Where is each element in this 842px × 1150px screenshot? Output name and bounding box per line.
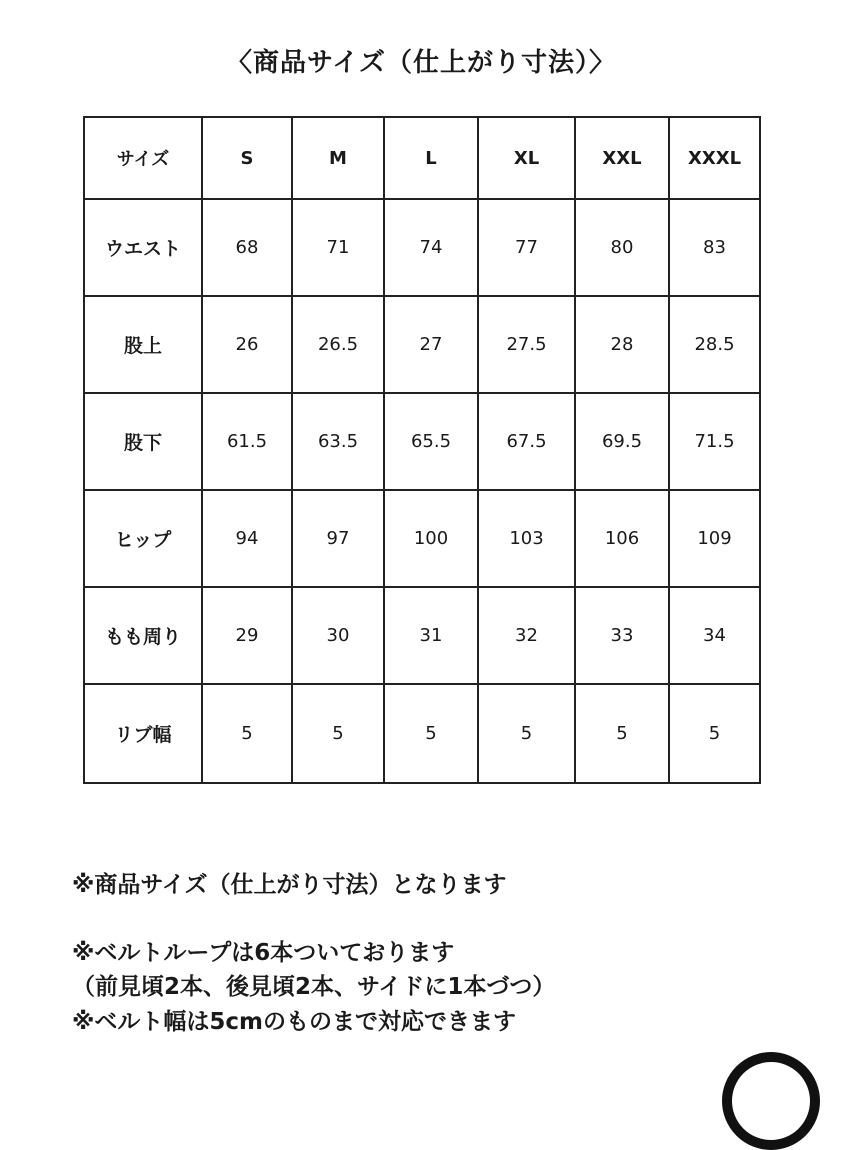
table-cell: 34 — [669, 587, 760, 684]
table-cell: 5 — [292, 684, 384, 783]
table-cell: 71 — [292, 199, 384, 296]
table-cell: 28.5 — [669, 296, 760, 393]
table-row-rib-width — [84, 684, 760, 783]
table-row-thigh — [84, 587, 760, 684]
table-cell: 80 — [575, 199, 669, 296]
table-cell: 100 — [384, 490, 478, 587]
table-cell: 83 — [669, 199, 760, 296]
table-cell: 74 — [384, 199, 478, 296]
note-belt-loop-positions: （前見頃2本、後見頃2本、サイドに1本づつ） — [72, 974, 556, 1000]
table-cell: 61.5 — [202, 393, 292, 490]
row-label-rib-width: リブ幅 — [84, 684, 202, 783]
table-cell: 106 — [575, 490, 669, 587]
table-cell: 109 — [669, 490, 760, 587]
table-cell: 67.5 — [478, 393, 575, 490]
row-label-waist: ウエスト — [84, 199, 202, 296]
note-belt-width: ※ベルト幅は5cmのものまで対応できます — [72, 1008, 516, 1035]
row-label-inseam: 股下 — [84, 393, 202, 490]
row-label-hip: ヒップ — [84, 490, 202, 587]
table-cell: 103 — [478, 490, 575, 587]
partial-circle-icon — [722, 1052, 820, 1150]
table-cell: 77 — [478, 199, 575, 296]
size-table — [83, 116, 761, 784]
table-row-hip — [84, 490, 760, 587]
table-cell: 28 — [575, 296, 669, 393]
note-spacer — [72, 903, 772, 936]
table-cell: 65.5 — [384, 393, 478, 490]
table-cell: 94 — [202, 490, 292, 587]
table-row-waist — [84, 199, 760, 296]
table-cell: 68 — [202, 199, 292, 296]
table-cell: 63.5 — [292, 393, 384, 490]
table-cell: 26.5 — [292, 296, 384, 393]
row-label-thigh: もも周り — [84, 587, 202, 684]
header-size-xxxl: XXXL — [669, 117, 760, 199]
table-cell: 29 — [202, 587, 292, 684]
header-size-xxl: XXL — [575, 117, 669, 199]
table-cell: 97 — [292, 490, 384, 587]
table-cell: 69.5 — [575, 393, 669, 490]
table-cell: 27.5 — [478, 296, 575, 393]
table-header-row — [84, 117, 760, 199]
table-cell: 30 — [292, 587, 384, 684]
note-belt-loops: ※ベルトループは6本ついております — [72, 939, 455, 966]
header-size-l: L — [384, 117, 478, 199]
note-finished-size: ※商品サイズ（仕上がり寸法）となります — [72, 872, 507, 898]
header-size-m: M — [292, 117, 384, 199]
header-size-s: S — [202, 117, 292, 199]
page-title: 〈商品サイズ（仕上がり寸法）〉 — [226, 48, 616, 78]
table-row-inseam — [84, 393, 760, 490]
table-row-rise — [84, 296, 760, 393]
table-cell: 5 — [575, 684, 669, 783]
table-cell: 26 — [202, 296, 292, 393]
table-cell: 5 — [669, 684, 760, 783]
table-cell: 71.5 — [669, 393, 760, 490]
notes — [72, 868, 772, 1039]
table-cell: 33 — [575, 587, 669, 684]
table-cell: 32 — [478, 587, 575, 684]
header-size-label: サイズ — [84, 117, 202, 199]
table-cell: 31 — [384, 587, 478, 684]
header-size-xl: XL — [478, 117, 575, 199]
table-cell: 5 — [478, 684, 575, 783]
table-cell: 27 — [384, 296, 478, 393]
table-cell: 5 — [384, 684, 478, 783]
table-cell: 5 — [202, 684, 292, 783]
row-label-rise: 股上 — [84, 296, 202, 393]
